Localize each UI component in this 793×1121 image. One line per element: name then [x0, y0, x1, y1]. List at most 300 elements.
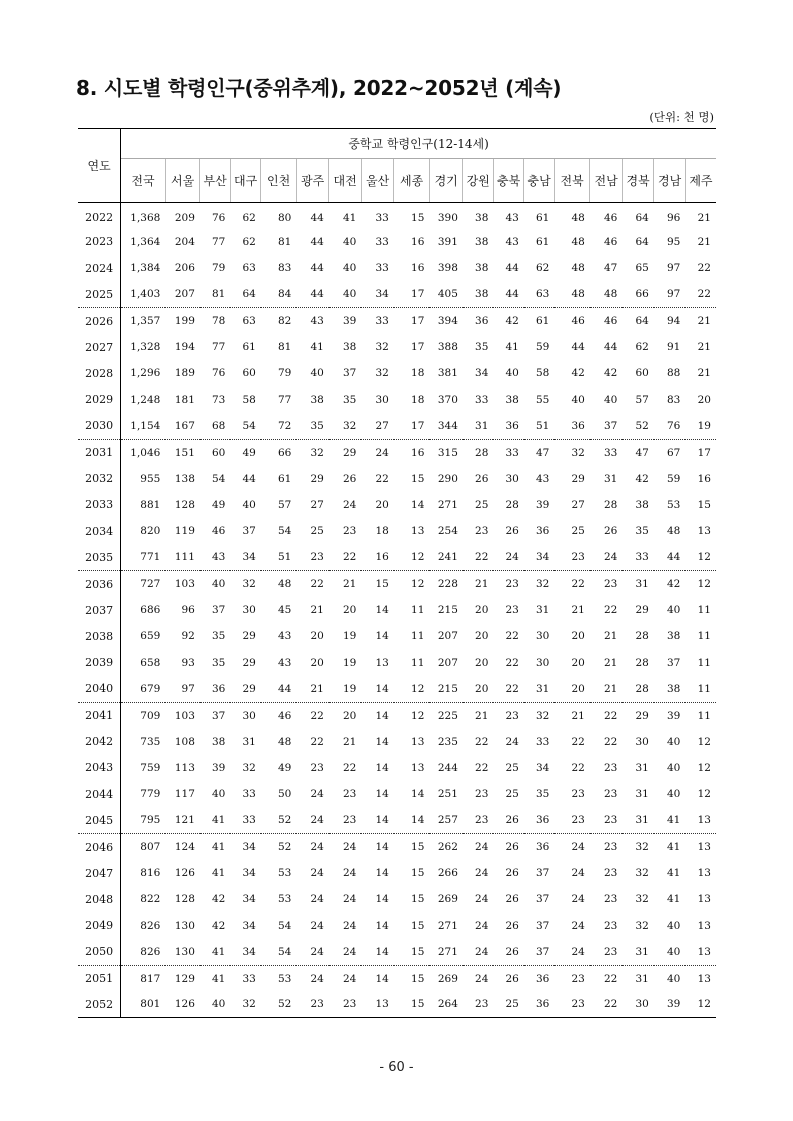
- value-cell: 24: [342, 972, 357, 985]
- table-row: [78, 334, 716, 360]
- value-cell: 23: [590, 807, 623, 833]
- value-cell: 93: [181, 656, 195, 669]
- value-cell: 209: [174, 211, 195, 224]
- value-cell: 33: [375, 262, 389, 275]
- value-cell: 881: [140, 498, 161, 511]
- year-cell: 2039: [78, 650, 121, 676]
- year-cell: 2036: [78, 571, 121, 597]
- value-cell: 15: [411, 893, 425, 906]
- value-cell: 31: [622, 807, 653, 833]
- value-cell: 57: [277, 498, 292, 511]
- value-cell: 167: [165, 413, 200, 439]
- value-cell: 44: [310, 262, 324, 275]
- value-cell: 15: [411, 867, 425, 880]
- value-cell: 25: [505, 788, 519, 801]
- value-cell: 290: [437, 472, 458, 485]
- value-cell: 801: [140, 998, 161, 1011]
- value-cell: 14: [375, 893, 389, 906]
- value-cell: 11: [411, 630, 425, 643]
- value-cell: 40: [666, 735, 681, 748]
- value-cell: 381: [437, 367, 458, 380]
- region-header: 광주: [296, 159, 329, 203]
- value-cell: 20: [310, 630, 324, 643]
- value-cell: 30: [242, 709, 256, 722]
- value-cell: 44: [296, 281, 329, 307]
- value-cell: 24: [475, 972, 489, 985]
- value-cell: 84: [261, 281, 297, 307]
- value-cell: 16: [361, 544, 394, 570]
- value-cell: 17: [411, 341, 425, 354]
- value-cell: 251: [437, 788, 458, 801]
- region-header: 경남: [654, 159, 685, 203]
- value-cell: 26: [493, 807, 523, 833]
- table-row: [78, 755, 716, 781]
- value-cell: 59: [535, 341, 550, 354]
- value-cell: 35: [635, 525, 649, 538]
- value-cell: 40: [211, 998, 226, 1011]
- value-cell: 30: [535, 630, 550, 643]
- value-cell: 22: [571, 761, 585, 774]
- value-cell: 257: [429, 807, 463, 833]
- value-cell: 151: [174, 446, 195, 459]
- value-cell: 727: [140, 578, 161, 591]
- value-cell: 29: [635, 709, 649, 722]
- value-cell: 24: [310, 788, 324, 801]
- value-cell: 22: [475, 735, 489, 748]
- year-cell: 2037: [78, 597, 121, 623]
- region-header: 인천: [261, 159, 297, 203]
- value-cell: 51: [524, 413, 554, 439]
- value-cell: 13: [697, 893, 711, 906]
- value-cell: 24: [310, 841, 324, 854]
- region-header: 세종: [394, 159, 430, 203]
- value-cell: 37: [211, 604, 226, 617]
- value-cell: 24: [571, 841, 585, 854]
- value-cell: 13: [411, 525, 425, 538]
- value-cell: 1,296: [130, 367, 161, 380]
- value-cell: 66: [277, 446, 292, 459]
- value-cell: 41: [200, 939, 230, 965]
- value-cell: 40: [329, 281, 362, 307]
- value-cell: 103: [174, 578, 195, 591]
- value-cell: 24: [475, 867, 489, 880]
- value-cell: 24: [329, 939, 362, 965]
- value-cell: 27: [571, 498, 585, 511]
- value-cell: 50: [277, 788, 292, 801]
- value-cell: 24: [342, 498, 357, 511]
- value-cell: 34: [242, 919, 256, 932]
- region-header: 충남: [524, 159, 554, 203]
- table-row: [78, 203, 716, 229]
- table-row: [78, 807, 716, 833]
- value-cell: 15: [411, 998, 425, 1011]
- value-cell: 60: [242, 367, 256, 380]
- value-cell: 11: [697, 630, 711, 643]
- year-cell: 2050: [78, 939, 121, 965]
- year-cell: 2043: [78, 755, 121, 781]
- value-cell: 39: [535, 498, 550, 511]
- value-cell: 24: [571, 919, 585, 932]
- value-cell: 315: [437, 446, 458, 459]
- year-cell: 2034: [78, 518, 121, 544]
- value-cell: 24: [475, 919, 489, 932]
- value-cell: 820: [140, 525, 161, 538]
- value-cell: 26: [505, 919, 519, 932]
- value-cell: 204: [174, 235, 195, 248]
- value-cell: 14: [361, 939, 394, 965]
- value-cell: 23: [604, 893, 618, 906]
- value-cell: 48: [571, 262, 585, 275]
- table-row: [78, 492, 716, 518]
- value-cell: 44: [654, 544, 685, 570]
- value-cell: 42: [571, 367, 585, 380]
- region-header: 부산: [200, 159, 230, 203]
- table-row: [78, 255, 716, 281]
- value-cell: 49: [242, 446, 256, 459]
- value-cell: 41: [666, 841, 681, 854]
- value-cell: 24: [342, 893, 357, 906]
- value-cell: 17: [394, 413, 430, 439]
- value-cell: 42: [211, 919, 226, 932]
- value-cell: 41: [310, 341, 324, 354]
- value-cell: 34: [230, 939, 260, 965]
- value-cell: 57: [635, 393, 649, 406]
- value-cell: 31: [635, 761, 649, 774]
- value-cell: 32: [635, 867, 649, 880]
- value-cell: 51: [261, 544, 297, 570]
- value-cell: 22: [571, 578, 585, 591]
- value-cell: 34: [524, 544, 554, 570]
- value-cell: 36: [554, 413, 590, 439]
- value-cell: 53: [277, 867, 292, 880]
- value-cell: 54: [230, 413, 260, 439]
- value-cell: 23: [296, 544, 329, 570]
- value-cell: 41: [666, 867, 681, 880]
- table-row: [78, 781, 716, 807]
- value-cell: 22: [475, 761, 489, 774]
- value-cell: 795: [121, 807, 166, 833]
- value-cell: 79: [211, 262, 226, 275]
- value-cell: 81: [277, 341, 292, 354]
- value-cell: 18: [411, 367, 425, 380]
- value-cell: 34: [361, 281, 394, 307]
- value-cell: 19: [685, 413, 716, 439]
- value-cell: 15: [697, 498, 711, 511]
- value-cell: 271: [437, 919, 458, 932]
- value-cell: 15: [411, 211, 425, 224]
- year-cell: 2027: [78, 334, 121, 360]
- year-cell: 2028: [78, 360, 121, 386]
- table-row: [78, 518, 716, 544]
- value-cell: 21: [590, 676, 623, 702]
- value-cell: 13: [375, 998, 389, 1011]
- value-cell: 23: [329, 807, 362, 833]
- value-cell: 31: [242, 735, 256, 748]
- value-cell: 22: [342, 761, 357, 774]
- value-cell: 39: [211, 761, 226, 774]
- value-cell: 36: [493, 413, 523, 439]
- value-cell: 30: [635, 998, 649, 1011]
- value-cell: 33: [375, 211, 389, 224]
- value-cell: 43: [535, 472, 550, 485]
- value-cell: 32: [375, 341, 389, 354]
- value-cell: 44: [493, 281, 523, 307]
- value-cell: 31: [635, 578, 649, 591]
- value-cell: 33: [242, 972, 256, 985]
- value-cell: 35: [211, 656, 226, 669]
- value-cell: 32: [571, 446, 585, 459]
- value-cell: 113: [174, 761, 195, 774]
- value-cell: 121: [165, 807, 200, 833]
- value-cell: 40: [571, 393, 585, 406]
- value-cell: 52: [277, 998, 292, 1011]
- value-cell: 181: [174, 393, 195, 406]
- value-cell: 65: [635, 262, 649, 275]
- value-cell: 24: [296, 807, 329, 833]
- value-cell: 40: [666, 761, 681, 774]
- value-cell: 38: [505, 393, 519, 406]
- value-cell: 826: [121, 939, 166, 965]
- value-cell: 14: [361, 676, 394, 702]
- value-cell: 822: [140, 893, 161, 906]
- value-cell: 41: [211, 841, 226, 854]
- value-cell: 48: [277, 735, 292, 748]
- value-cell: 20: [475, 630, 489, 643]
- value-cell: 23: [342, 525, 357, 538]
- value-cell: 38: [635, 498, 649, 511]
- value-cell: 77: [211, 235, 226, 248]
- value-cell: 22: [493, 676, 523, 702]
- value-cell: 23: [571, 972, 585, 985]
- year-cell: 2029: [78, 387, 121, 413]
- value-cell: 33: [375, 315, 389, 328]
- value-cell: 40: [654, 939, 685, 965]
- group-header: 중학교 학령인구(12-14세): [121, 129, 716, 159]
- value-cell: 225: [437, 709, 458, 722]
- value-cell: 40: [666, 788, 681, 801]
- value-cell: 22: [505, 630, 519, 643]
- table-row: [78, 413, 716, 439]
- value-cell: 25: [571, 525, 585, 538]
- value-cell: 35: [342, 393, 357, 406]
- year-cell: 2047: [78, 860, 121, 886]
- value-cell: 60: [211, 446, 226, 459]
- value-cell: 25: [505, 761, 519, 774]
- value-cell: 679: [121, 676, 166, 702]
- value-cell: 30: [375, 393, 389, 406]
- value-cell: 42: [505, 315, 519, 328]
- value-cell: 52: [261, 807, 297, 833]
- value-cell: 117: [174, 788, 195, 801]
- value-cell: 62: [535, 262, 550, 275]
- year-cell: 2030: [78, 413, 121, 439]
- value-cell: 816: [140, 867, 161, 880]
- value-cell: 24: [463, 939, 493, 965]
- value-cell: 25: [475, 498, 489, 511]
- value-cell: 30: [242, 604, 256, 617]
- value-cell: 955: [140, 472, 161, 485]
- value-cell: 13: [697, 841, 711, 854]
- value-cell: 26: [505, 525, 519, 538]
- value-cell: 11: [411, 656, 425, 669]
- value-cell: 11: [685, 676, 716, 702]
- value-cell: 199: [174, 315, 195, 328]
- value-cell: 83: [666, 393, 681, 406]
- value-cell: 21: [604, 656, 618, 669]
- value-cell: 20: [310, 656, 324, 669]
- value-cell: 24: [342, 919, 357, 932]
- value-cell: 43: [200, 544, 230, 570]
- value-cell: 25: [310, 525, 324, 538]
- value-cell: 31: [622, 939, 653, 965]
- value-cell: 1,154: [121, 413, 166, 439]
- value-cell: 35: [475, 341, 489, 354]
- value-cell: 15: [411, 841, 425, 854]
- value-cell: 26: [475, 472, 489, 485]
- page-number: - 60 -: [379, 1060, 414, 1075]
- value-cell: 23: [475, 525, 489, 538]
- value-cell: 34: [230, 544, 260, 570]
- value-cell: 48: [571, 211, 585, 224]
- value-cell: 41: [505, 341, 519, 354]
- value-cell: 36: [535, 998, 550, 1011]
- value-cell: 21: [571, 604, 585, 617]
- table-row: [78, 965, 716, 991]
- value-cell: 49: [211, 498, 226, 511]
- value-cell: 709: [140, 709, 161, 722]
- value-cell: 23: [604, 761, 618, 774]
- value-cell: 390: [437, 211, 458, 224]
- value-cell: 23: [571, 788, 585, 801]
- value-cell: 34: [242, 893, 256, 906]
- value-cell: 37: [524, 939, 554, 965]
- value-cell: 21: [342, 735, 357, 748]
- value-cell: 41: [211, 867, 226, 880]
- value-cell: 37: [535, 893, 550, 906]
- value-cell: 28: [635, 630, 649, 643]
- value-cell: 97: [654, 281, 685, 307]
- year-cell: 2022: [78, 203, 121, 229]
- value-cell: 779: [140, 788, 161, 801]
- value-cell: 264: [437, 998, 458, 1011]
- region-header: 대구: [230, 159, 260, 203]
- year-cell: 2046: [78, 834, 121, 860]
- value-cell: 82: [277, 315, 292, 328]
- value-cell: 44: [571, 341, 585, 354]
- value-cell: 24: [310, 893, 324, 906]
- value-cell: 38: [342, 341, 357, 354]
- value-cell: 22: [571, 735, 585, 748]
- value-cell: 31: [635, 972, 649, 985]
- value-cell: 20: [342, 604, 357, 617]
- value-cell: 64: [230, 281, 260, 307]
- value-cell: 24: [475, 841, 489, 854]
- value-cell: 44: [604, 341, 618, 354]
- value-cell: 12: [697, 998, 711, 1011]
- value-cell: 394: [437, 315, 458, 328]
- value-cell: 39: [666, 709, 681, 722]
- value-cell: 61: [535, 315, 550, 328]
- value-cell: 1,328: [130, 341, 161, 354]
- value-cell: 47: [604, 262, 618, 275]
- value-cell: 14: [375, 709, 389, 722]
- value-cell: 78: [211, 315, 226, 328]
- value-cell: 40: [666, 919, 681, 932]
- value-cell: 54: [261, 939, 297, 965]
- value-cell: 24: [590, 544, 623, 570]
- value-cell: 46: [604, 315, 618, 328]
- value-cell: 16: [411, 235, 425, 248]
- value-cell: 391: [437, 235, 458, 248]
- value-cell: 44: [310, 211, 324, 224]
- value-cell: 13: [411, 735, 425, 748]
- region-header: 울산: [361, 159, 394, 203]
- value-cell: 241: [429, 544, 463, 570]
- value-cell: 16: [411, 262, 425, 275]
- value-cell: 31: [463, 413, 493, 439]
- table-row: [78, 860, 716, 886]
- year-cell: 2045: [78, 807, 121, 833]
- value-cell: 48: [571, 235, 585, 248]
- value-cell: 62: [242, 235, 256, 248]
- value-cell: 771: [121, 544, 166, 570]
- value-cell: 32: [635, 893, 649, 906]
- value-cell: 38: [654, 676, 685, 702]
- table-row: [78, 571, 716, 597]
- value-cell: 53: [277, 972, 292, 985]
- value-cell: 41: [342, 211, 357, 224]
- value-cell: 22: [310, 735, 324, 748]
- value-cell: 23: [604, 919, 618, 932]
- value-cell: 36: [535, 972, 550, 985]
- value-cell: 46: [604, 235, 618, 248]
- value-cell: 76: [211, 367, 226, 380]
- value-cell: 23: [505, 604, 519, 617]
- value-cell: 14: [375, 788, 389, 801]
- value-cell: 1,368: [130, 211, 161, 224]
- value-cell: 19: [342, 656, 357, 669]
- value-cell: 21: [310, 604, 324, 617]
- value-cell: 34: [242, 841, 256, 854]
- value-cell: 38: [463, 281, 493, 307]
- value-cell: 40: [505, 367, 519, 380]
- value-cell: 38: [475, 235, 489, 248]
- value-cell: 23: [475, 788, 489, 801]
- value-cell: 40: [666, 604, 681, 617]
- value-cell: 11: [697, 604, 711, 617]
- year-cell: 2051: [78, 965, 121, 991]
- value-cell: 53: [666, 498, 681, 511]
- value-cell: 21: [697, 367, 711, 380]
- value-cell: 40: [604, 393, 618, 406]
- value-cell: 63: [242, 262, 256, 275]
- value-cell: 34: [475, 367, 489, 380]
- value-cell: 24: [310, 972, 324, 985]
- value-cell: 128: [174, 893, 195, 906]
- region-header: 전국: [121, 159, 166, 203]
- value-cell: 58: [242, 393, 256, 406]
- value-cell: 23: [342, 998, 357, 1011]
- value-cell: 14: [375, 867, 389, 880]
- value-cell: 20: [571, 630, 585, 643]
- value-cell: 45: [277, 604, 292, 617]
- value-cell: 54: [211, 472, 226, 485]
- table-row: [78, 544, 716, 570]
- value-cell: 29: [342, 446, 357, 459]
- value-cell: 686: [140, 604, 161, 617]
- value-cell: 29: [310, 472, 324, 485]
- value-cell: 40: [211, 788, 226, 801]
